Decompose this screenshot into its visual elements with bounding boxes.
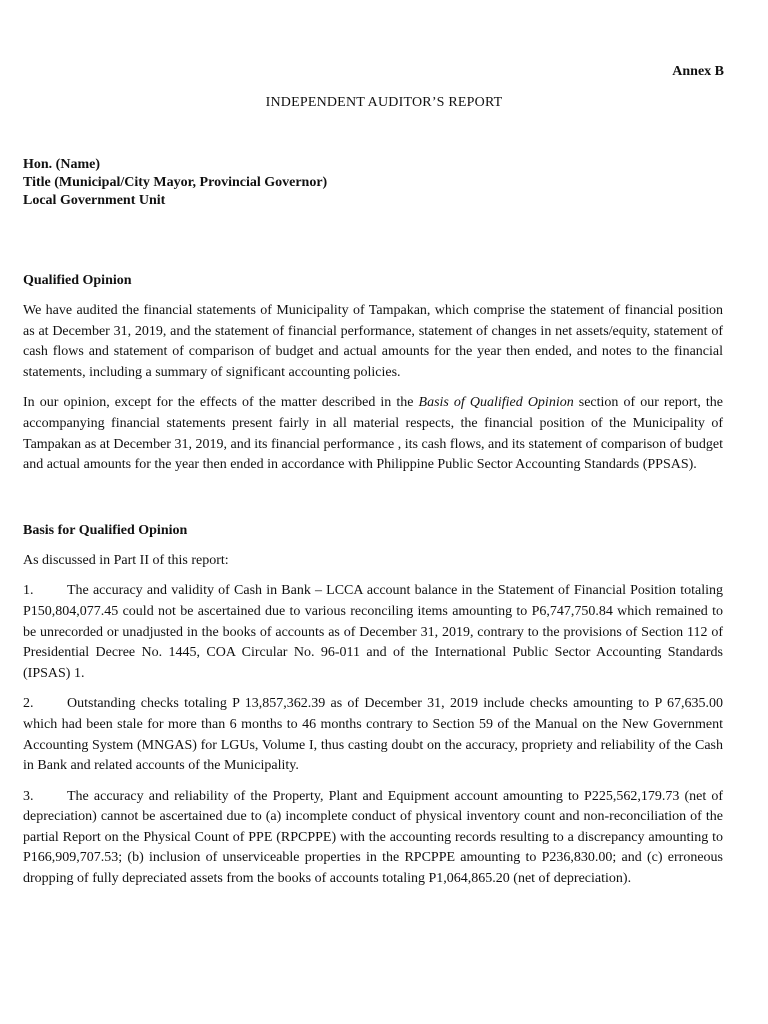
basis-intro: As discussed in Part II of this report: [23,552,229,568]
annex-label: Annex B [672,64,724,79]
basis-reference-italic: Basis of Qualified Opinion [418,395,574,411]
item-number: 1. [23,583,34,599]
item-text: The accuracy and validity of Cash in Bank – LCCA account balance in the Statement of Financial Position totaling P150,804,077.45 could not be ascertained due to various reconciling items amounting to P6,747,750.84 which remained to be unrecorded or unadjusted in the books of accounts as of December 31, 2019, contrary to the provisions of Section 112 of Presidential Decree No. 1445, COA Circular No. 96-011 and of the International Public Sector Accounting Standards (IPSAS) 1. [23,583,723,681]
addressee-name: Hon. (Name) [23,157,100,172]
item-number: 3. [23,788,34,804]
basis-heading: Basis for Qualified Opinion [23,522,188,538]
report-body [23,271,723,900]
qualified-opinion-paragraph-1: We have audited the financial statements of Municipality of Tampakan, which comprise the statement of financial position as at December 31, 2019, and the statement of financial performance, statement of changes in net assets/equity, statement of cash flows and statement of comparison of budget and actual amounts for the year then ended, and notes to the financial statements, including a summary of significant accounting policies. [23,303,723,380]
addressee-unit: Local Government Unit [23,193,166,208]
qualified-opinion-heading: Qualified Opinion [23,273,132,288]
item-text: Outstanding checks totaling P 13,857,362.39 as of December 31, 2019 include checks amounting to P 67,635.00 which had been stale for more than 6 months to 46 months contrary to Section 59 of the Manual on the New Government Accounting System (MNGAS) for LGUs, Volume I, thus casting doubt on the accuracy, propriety and reliability of the Cash in Bank and related accounts of the Municipality. [23,696,723,774]
addressee-block [23,156,327,210]
report-title: INDEPENDENT AUDITOR’S REPORT [265,95,503,110]
opinion-text-before: In our opinion, except for the effects of the matter described in the [23,395,419,411]
qualified-opinion-paragraph-2 [23,393,723,475]
opinion-text-after: section of our report, the accompanying financial statements present fairly in all material respects, the financial position of the Municipality of Tampakan as at December 31, 2019, and its financial performance , its cash flows, and its statement of comparison of budget and actual amounts for the year then ended in accordance with Philippine Public Sector Accounting Standards (PPSAS). [23,395,724,473]
basis-item-3 [23,787,723,890]
addressee-title: Title (Municipal/City Mayor, Provincial Governor) [23,175,328,190]
basis-item-1 [23,581,723,684]
basis-item-2 [23,694,723,776]
item-text: The accuracy and reliability of the Property, Plant and Equipment account amounting to P225,562,179.73 (net of depreciation) cannot be ascertained due to (a) incomplete conduct of physical inventory count and non-reconciliation of the partial Report on the Physical Count of PPE (RPCPPE) with the accounting records resulting to a discrepancy amounting to P166,909,707.53; (b) inclusion of unserviceable properties in the RPCPPE amounting to P236,830.00; and (c) erroneous dropping of fully depreciated assets from the books of accounts totaling P1,064,865.20 (net of depreciation). [23,788,723,887]
section-spacer [23,486,723,521]
item-number: 2. [23,696,34,712]
